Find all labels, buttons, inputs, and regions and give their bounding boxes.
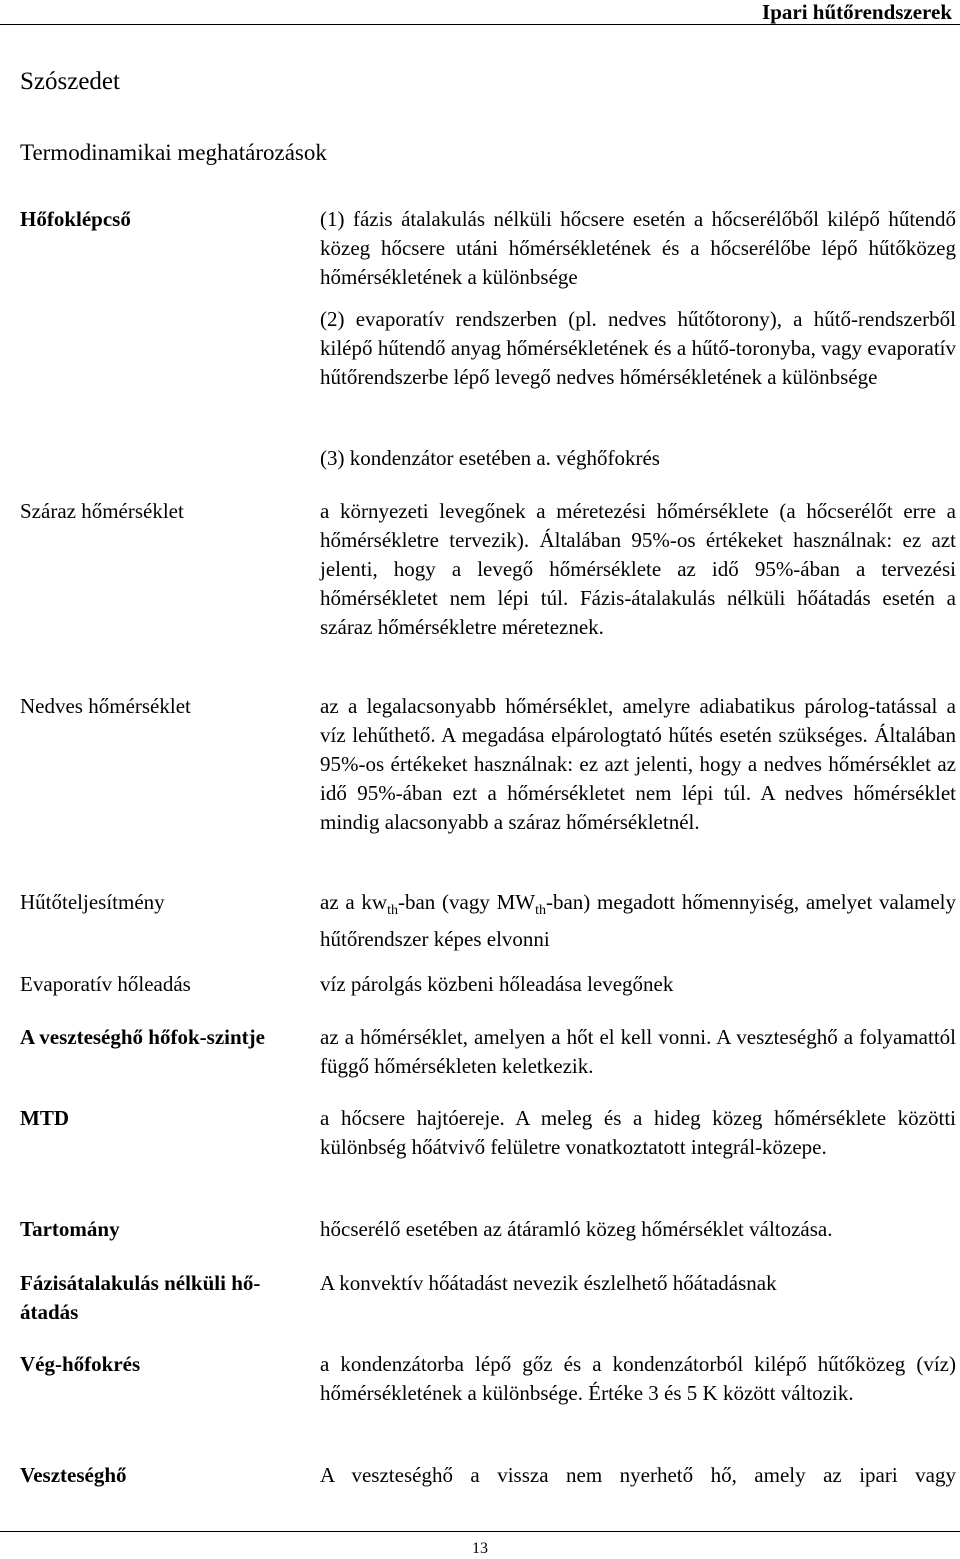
definition-veg-hofokres: a kondenzátorba lépő gőz és a kondenzátorból kilépő hűtőközeg (víz) hőmérsékletének a különbsége. Értéke 3 és 5 K között változik. [320,1352,956,1405]
definition-mtd: a hőcsere hajtóereje. A meleg és a hideg közeg hőmérséklete közötti különbség hőátvivő felületre vonatkoztatott integrál-közepe. [320,1106,956,1159]
definition-szaraz-homerseklet: a környezeti levegőnek a méretezési hőmérséklete (a hőcserélőt erre a hőmérsékletre tervezik). Általában 95%-os értékeket használnak: ez azt jelenti, hogy a levegő hőmérséklete az idő 95%-ában a tervezési hőmérsékletet nem lépi túl. Fázis-átalakulás nélküli hőátadás esetén a száraz hőmérsékletre méreteznek. [320,499,956,639]
definition-hofoklepcso-3: (3) kondenzátor esetében a. véghőfokrés [320,446,660,470]
term-fazisatalakulas-nelkuli-hoatadas: Fázisátalakulás nélküli hő-átadás [20,1271,261,1324]
definition-vesztesegho-hofokszintje: az a hőmérséklet, amelyen a hőt el kell vonni. A veszteséghő a folyamattól függő hőmérsékleten keletkezik. [320,1025,956,1078]
definition-tartomany: hőcserélő esetében az átáramló közeg hőmérséklet változása. [320,1217,833,1241]
definition-hofoklepcso-2: (2) evaporatív rendszerben (pl. nedves hűtőtorony), a hűtő-rendszerből kilépő hűtendő anyag hőmérsékletének és a hűtő-toronyba, vagy evaporatív hűtőrendszerbe lépő levegő nedves hőmérsékletének a különbsége [320,307,956,389]
term-szaraz-homerseklet: Száraz hőmérséklet [20,499,184,523]
term-nedves-homerseklet: Nedves hőmérséklet [20,694,191,718]
term-mtd: MTD [20,1106,69,1130]
term-hofoklepcso: Hőfoklépcső [20,207,131,231]
definition-fazisatalakulas-nelkuli-hoatadas: A konvektív hőátadást nevezik észlelhető hőátadásnak [320,1271,777,1295]
definition-hutoteljesitmeny: az a $kw_{th}$-ban (vagy $MW_{th}-ban$) megadott hőmennyiség, amelyet valamely hűtőrendszer képes elvonni [320,890,956,952]
footer-rule [0,1531,960,1532]
definition-evaporativ-holeadas: víz párolgás közbeni hőleadása levegőnek [320,972,674,996]
section-title: Szószedet [20,68,120,95]
term-hutoteljesitmeny: Hűtőteljesítmény [20,890,165,914]
term-evaporativ-holeadas: Evaporatív hőleadás [20,972,191,996]
definition-nedves-homerseklet: az a legalacsonyabb hőmérséklet, amelyre adiabatikus párolog-tatással a víz lehűthető. A megadása elpárologtató hűtés esetén szükséges. Általában 95%-os értékeket használnak: ez azt jelenti, hogy a nedves hőmérséklet az idő 95%-ában ezt a hőmérsékletet nem lépi túl. A nedves hőmérséklet mindig alacsonyabb a száraz hőmérsékletnél. [320,694,956,834]
page-number: 13 [472,1540,488,1557]
running-header: Ipari hűtőrendszerek [762,0,952,24]
term-tartomany: Tartomány [20,1217,120,1241]
definition-vesztesegho: A veszteséghő a vissza nem nyerhető hő, amely az ipari vagy [320,1463,956,1487]
term-veg-hofokres: Vég-hőfokrés [20,1352,141,1376]
section-subtitle: Termodinamikai meghatározások [20,140,327,165]
header-rule [0,24,960,25]
term-vesztesegho: Veszteséghő [20,1463,127,1487]
definition-hofoklepcso-1: (1) fázis átalakulás nélküli hőcsere esetén a hőcserélőből kilépő hűtendő közeg hőcsere utáni hőmérsékletének és a hőcserélőbe lépő hűtőközeg hőmérsékletének a különbsége [320,207,956,289]
term-vesztesegho-hofokszintje: A veszteséghő hőfok-szintje [20,1025,265,1049]
